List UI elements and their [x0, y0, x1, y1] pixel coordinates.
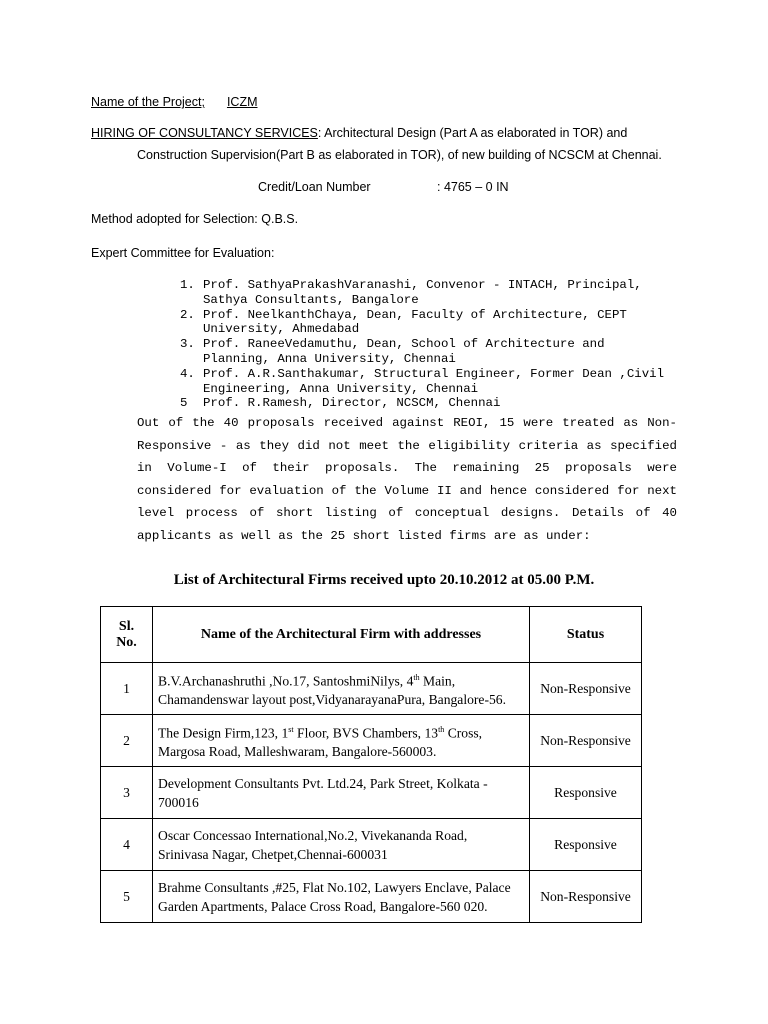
hiring-line1-text: : Architectural Design (Part A as elaborated in TOR) and [317, 126, 628, 140]
credit-value: : 4765 – 0 IN [437, 180, 509, 194]
cell-firm-name: Oscar Concessao International,No.2, Vivekananda Road, Srinivasa Nagar, Chetpet,Chennai-600031 [153, 819, 530, 871]
method-line: Method adopted for Selection: Q.B.S. [91, 212, 299, 226]
cell-firm-name: B.V.Archanashruthi ,No.17, SantoshmiNilys, 4th Main, Chamandenswar layout post,VidyanarayanaPura, Bangalore-56. [153, 663, 530, 715]
table-row [101, 663, 642, 715]
table-row [101, 819, 642, 871]
evaluation-paragraph: Out of the 40 proposals received against REOI, 15 were treated as Non-Responsive - as they did not meet the eligibility criteria as specified in Volume-I of their proposals. The remaining 25 proposals were considered for evaluation of the Volume II and hence considered for next level process of short listing of conceptual designs. Details of 40 applicants as well as the 25 short listed firms are as under: [137, 416, 677, 543]
committee-item: 5 Prof. R.Ramesh, Director, NCSCM, Chennai [180, 396, 501, 411]
cell-sl: 3 [101, 767, 153, 819]
committee-item: 1. Prof. SathyaPrakashVaranashi, Convenor - INTACH, Principal, Sathya Consultants, Bangalore [180, 278, 642, 307]
cell-status: Non-Responsive [530, 663, 642, 715]
firms-table [100, 606, 642, 923]
project-label: Name of the Project; [91, 95, 205, 109]
cell-firm-name: Brahme Consultants ,#25, Flat No.102, Lawyers Enclave, Palace Garden Apartments, Palace Cross Road, Bangalore-560 020. [153, 871, 530, 923]
table-header-row [101, 607, 642, 663]
cell-status: Responsive [530, 819, 642, 871]
hiring-line-2: Construction Supervision(Part B as elaborated in TOR), of new building of NCSCM at Chennai. [137, 148, 662, 162]
project-line [91, 95, 258, 109]
project-value: ICZM [226, 95, 258, 109]
cell-firm-name: Development Consultants Pvt. Ltd.24, Park Street, Kolkata - 700016 [153, 767, 530, 819]
table-row [101, 715, 642, 767]
committee-heading: Expert Committee for Evaluation: [91, 246, 275, 260]
hiring-line-1 [91, 126, 627, 140]
cell-firm-name: The Design Firm,123, 1st Floor, BVS Chambers, 13th Cross, Margosa Road, Malleshwaram, Bangalore-560003. [153, 715, 530, 767]
committee-item: 2. Prof. NeelkanthChaya, Dean, Faculty of Architecture, CEPT University, Ahmedabad [180, 307, 627, 337]
committee-item: 4. Prof. A.R.Santhakumar, Structural Engineer, Former Dean ,Civil Engineering, Anna University, Chennai [180, 366, 665, 396]
table-row [101, 871, 642, 923]
cell-sl: 1 [101, 663, 153, 715]
cell-status: Non-Responsive [530, 715, 642, 767]
table-title: List of Architectural Firms received upto 20.10.2012 at 05.00 P.M. [173, 572, 595, 588]
cell-sl: 4 [101, 819, 153, 871]
cell-sl: 5 [101, 871, 153, 923]
header-status: Status [530, 607, 642, 663]
cell-status: Responsive [530, 767, 642, 819]
table-row [101, 767, 642, 819]
committee-list [180, 278, 664, 411]
hiring-label: HIRING OF CONSULTANCY SERVICES [91, 126, 318, 140]
header-sl-no: Sl. No. [101, 607, 153, 663]
header-firm-name: Name of the Architectural Firm with addresses [153, 607, 530, 663]
committee-item: 3. Prof. RaneeVedamuthu, Dean, School of Architecture and Planning, Anna University, Chennai [180, 337, 605, 366]
credit-label: Credit/Loan Number [258, 180, 371, 194]
cell-status: Non-Responsive [530, 871, 642, 923]
cell-sl: 2 [101, 715, 153, 767]
